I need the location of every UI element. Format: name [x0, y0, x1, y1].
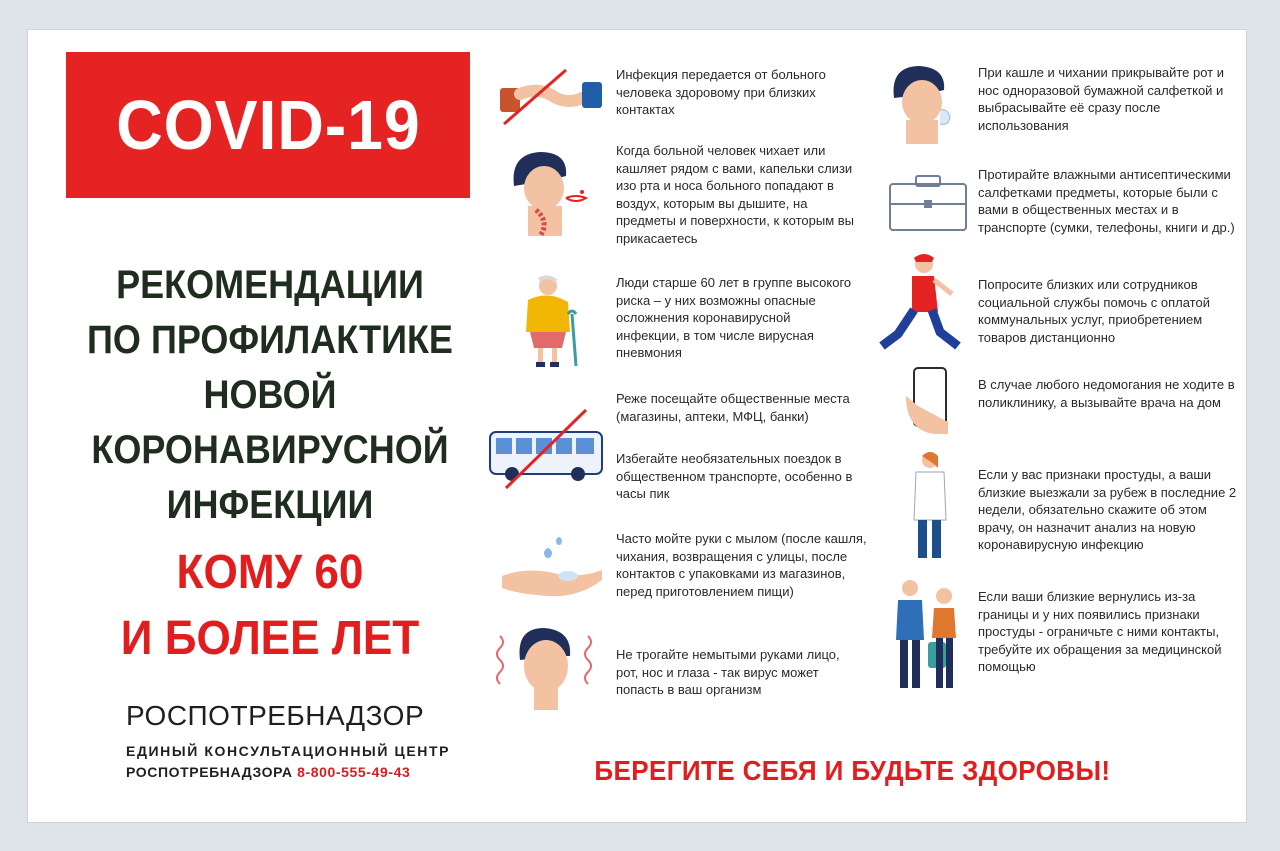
- doctor-icon: [904, 450, 954, 562]
- footer-slogan: [552, 755, 1152, 787]
- tip-text: В случае любого недомогания не ходите в поликлинику, а вызывайте врача на дом: [978, 377, 1235, 410]
- hotline-phone: 8-800-555-49-43: [297, 764, 411, 780]
- banner-title: COVID-19: [115, 86, 421, 164]
- tip-text: Инфекция передается от больного человека здоровому при близких контактах: [616, 67, 826, 117]
- elderly-woman-cane-icon: [518, 274, 588, 370]
- heading-line: ИНФЕКЦИИ: [166, 483, 374, 527]
- tip-text: При кашле и чихании прикрывайте рот и нос одноразовой бумажной салфеткой и выбрасывайте её сразу после использования: [978, 65, 1225, 133]
- heading-line: РЕКОМЕНДАЦИИ: [116, 263, 424, 307]
- tip-text: Реже посещайте общественные места (магазины, аптеки, МФЦ, банки): [616, 391, 850, 424]
- tip-text: Избегайте необязательных поездок в общественном транспорте, особенно в часы пик: [616, 451, 853, 501]
- heading-line: ПО ПРОФИЛАКТИКЕ: [87, 318, 453, 362]
- travelers-icon: [888, 578, 968, 694]
- tip-text: Не трогайте немытыми руками лицо, рот, нос и глаза - так вирус может попасть в ваш организм: [616, 647, 840, 697]
- bus-crossed-icon: [486, 408, 608, 490]
- age-line: И БОЛЕЕ ЛЕТ: [120, 612, 420, 665]
- coughing-person-icon: [888, 64, 972, 144]
- washing-hand-icon: [498, 536, 608, 600]
- tip-text: Часто мойте руки с мылом (после кашля, чихания, возвращения с улицы, после контактов с упаковками из магазинов, перед приготовлением пищи): [616, 531, 867, 599]
- tip-text: Если у вас признаки простуды, а ваши близкие выезжали за рубеж в последние 2 недели, обязательно скажите об этом врачу, он назначит анализ на новую коронавирусную инфекцию: [978, 467, 1237, 552]
- consult-center-org: РОСПОТРЕБНАДЗОРА: [126, 764, 293, 780]
- sneezing-person-icon: [506, 146, 598, 238]
- heading-line: НОВОЙ: [203, 373, 337, 417]
- consult-center-line: ЕДИНЫЙ КОНСУЛЬТАЦИОННЫЙ ЦЕНТР: [126, 743, 451, 759]
- organization-name: РОСПОТРЕБНАДЗОР: [126, 700, 425, 731]
- left-column: [28, 30, 498, 822]
- age-heading: [58, 540, 482, 672]
- tip-text: Если ваши близкие вернулись из-за границы и у них появились признаки простуды - ограничьте с ними контакты, требуйте их обращения за медицинской помощью: [978, 589, 1222, 674]
- consult-center-phone-line: [126, 764, 410, 780]
- footer-text: БЕРЕГИТЕ СЕБЯ И БУДЬТЕ ЗДОРОВЫ!: [594, 755, 1110, 786]
- handshake-crossed-icon: [496, 68, 608, 128]
- tip-text: Попросите близких или сотрудников социальной службы помочь с оплатой коммунальных услуг, приобретением товаров дистанционно: [978, 277, 1210, 345]
- tip-text: Протирайте влажными антисептическими салфетками предметы, которые были с вами в общественных местах и в транспорте (сумки, телефоны, книги и др.): [978, 167, 1235, 235]
- courier-running-icon: [878, 250, 968, 356]
- phone-in-hand-icon: [904, 366, 954, 436]
- heading-line: КОРОНАВИРУСНОЙ: [91, 428, 449, 472]
- briefcase-icon: [886, 174, 970, 234]
- face-touch-icon: [496, 626, 606, 716]
- covid-banner: [66, 52, 470, 198]
- recommendations-heading: [48, 258, 492, 533]
- tip-text: Когда больной человек чихает или кашляет рядом с вами, капельки слизи изо рта и носа больного попадают в воздух, которым вы дышите, на предметы и поверхности, к которым вы прикасаетесь: [616, 143, 854, 246]
- poster-sheet: [28, 30, 1246, 822]
- age-line: КОМУ 60: [176, 546, 364, 599]
- tip-text: Люди старше 60 лет в группе высокого риска – у них возможны опасные осложнения коронавирусной инфекции, в том числе вирусная пневмония: [616, 275, 852, 360]
